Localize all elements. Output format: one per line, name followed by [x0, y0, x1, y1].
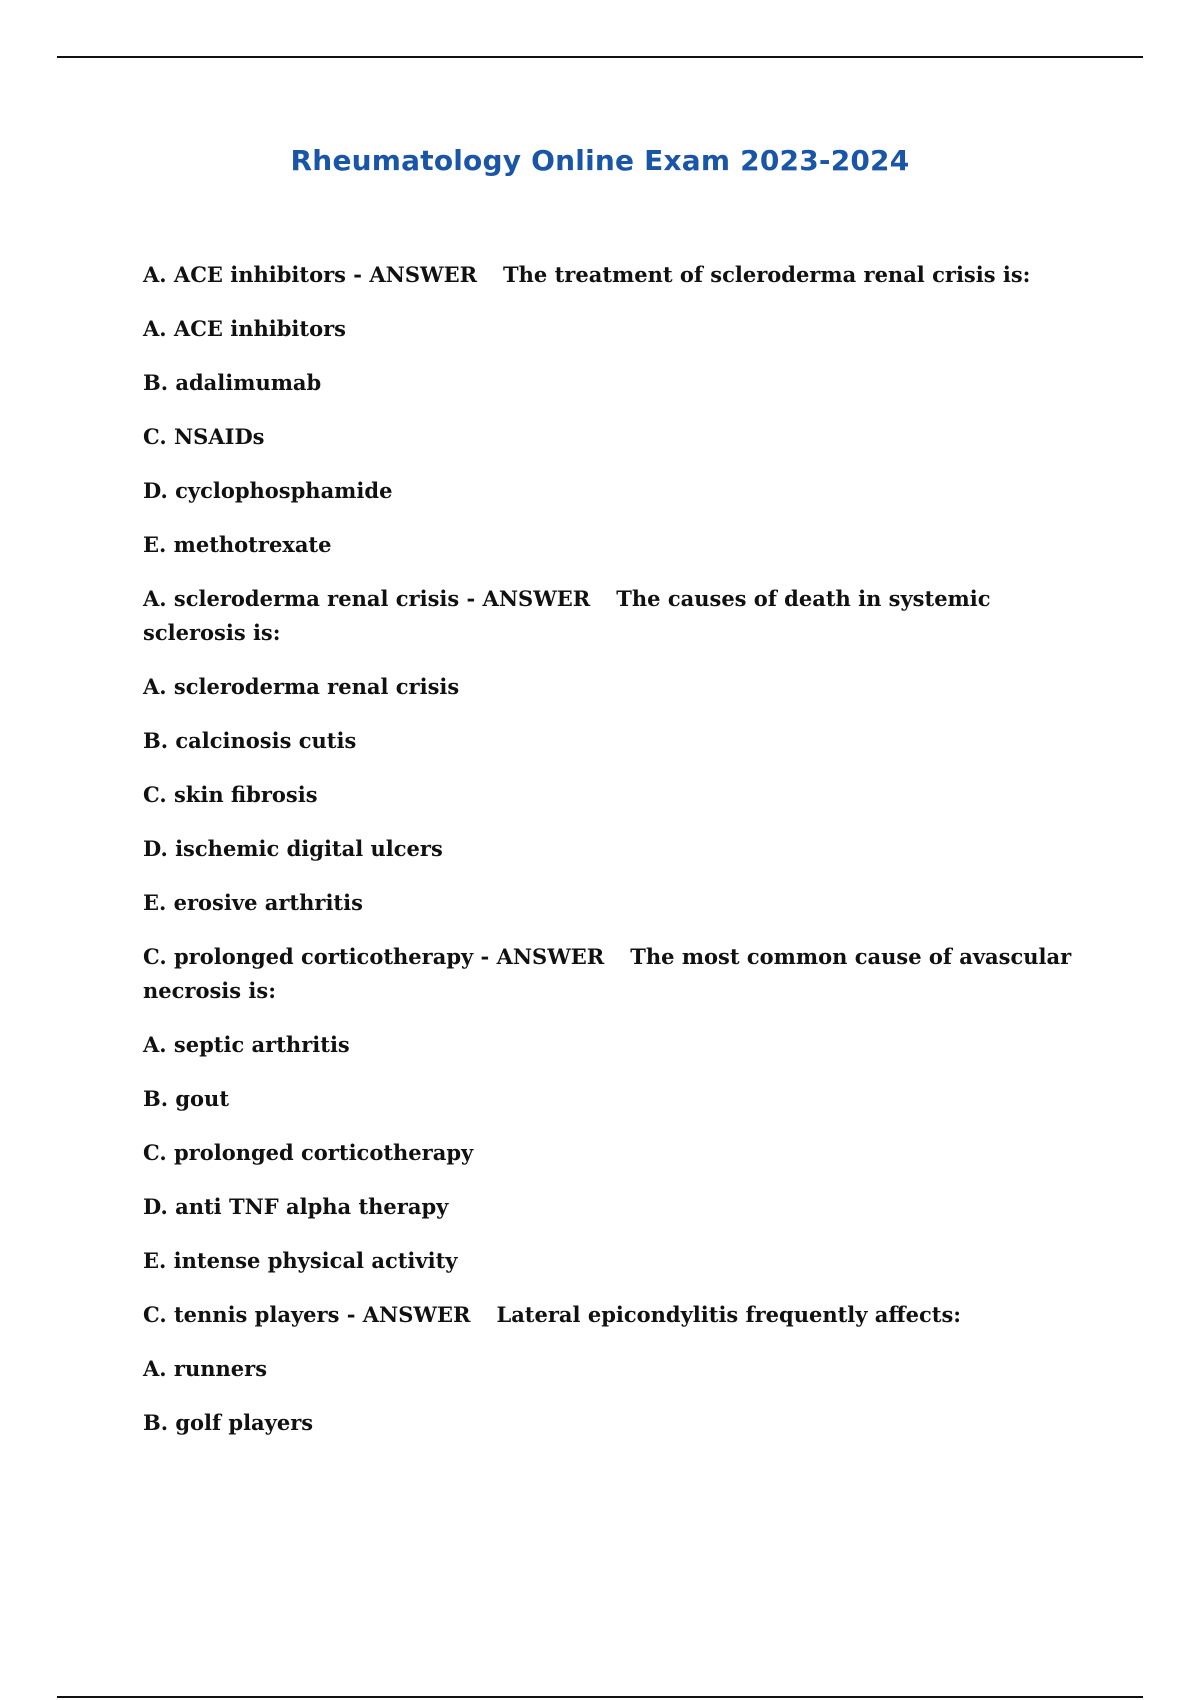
question-3-answer: C. prolonged corticotherapy - ANSWER [143, 944, 605, 969]
bottom-rule [57, 1696, 1143, 1698]
question-3-header [143, 940, 1083, 1008]
option: D. anti TNF alpha therapy [143, 1194, 449, 1219]
question-1-answer: A. ACE inhibitors - ANSWER [143, 262, 478, 287]
question-4-header [143, 1298, 1083, 1332]
option: C. skin fibrosis [143, 782, 318, 807]
question-4-text: Lateral epicondylitis frequently affects: [496, 1302, 962, 1327]
option: A. ACE inhibitors [143, 316, 346, 341]
question-1-text: The treatment of scleroderma renal crisis is: [503, 262, 1031, 287]
question-3-text: The most common cause of avascular necrosis is: [143, 944, 1072, 1003]
option: D. cyclophosphamide [143, 478, 393, 503]
option: B. gout [143, 1086, 230, 1111]
question-4-answer: C. tennis players - ANSWER [143, 1302, 471, 1327]
question-2-header [143, 582, 1083, 650]
option: C. NSAIDs [143, 424, 265, 449]
option: D. ischemic digital ulcers [143, 836, 443, 861]
question-list [143, 258, 1083, 1460]
option: B. golf players [143, 1410, 314, 1435]
top-rule [57, 56, 1143, 58]
question-1-header [143, 258, 1083, 292]
option: E. intense physical activity [143, 1248, 458, 1273]
option: E. erosive arthritis [143, 890, 363, 915]
option: A. runners [143, 1356, 268, 1381]
option: A. scleroderma renal crisis [143, 674, 460, 699]
question-2-answer: A. scleroderma renal crisis - ANSWER [143, 586, 591, 611]
page-title: Rheumatology Online Exam 2023-2024 [290, 144, 910, 177]
option: B. calcinosis cutis [143, 728, 357, 753]
question-2-text: The causes of death in systemic sclerosis is: [143, 586, 991, 645]
option: A. septic arthritis [143, 1032, 350, 1057]
option: C. prolonged corticotherapy [143, 1140, 474, 1165]
option: B. adalimumab [143, 370, 322, 395]
option: E. methotrexate [143, 532, 332, 557]
